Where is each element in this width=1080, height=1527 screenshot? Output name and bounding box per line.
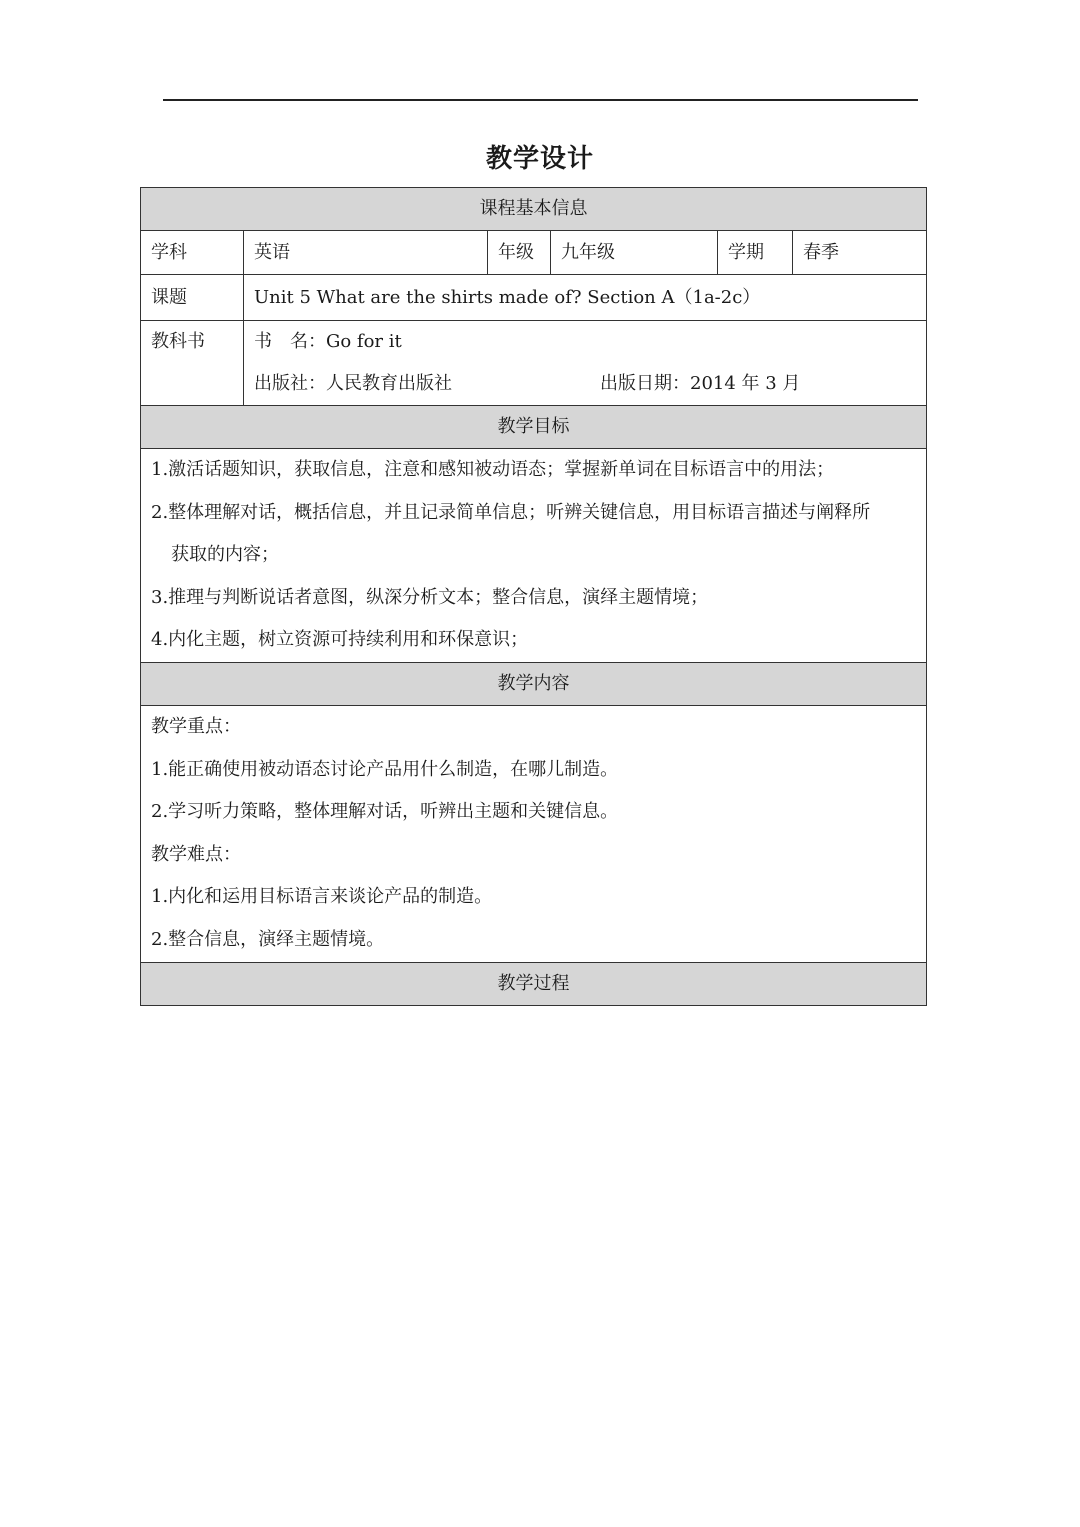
objective-item: 2.整体理解对话，概括信息，并且记录简单信息；听辨关键信息，用目标语言描述与阐释所 [151,501,871,523]
info-row-subject [141,231,927,275]
content-list [141,705,927,962]
difficulty-item: 2.整合信息，演绎主题情境。 [151,928,385,950]
objective-item-continuation: 获取的内容； [171,544,279,566]
section-header-objectives: 教学目标 [141,406,927,449]
key-point-item: 2.学习听力策略，整体理解对话，听辨出主题和关键信息。 [151,801,619,823]
document-title: 教学设计 [485,144,594,174]
section-row-process [141,962,927,1005]
textbook-label: 教科书 [141,321,244,406]
grade-label: 年级 [488,231,551,275]
lesson-plan-table [140,187,927,1006]
key-point-item: 1.能正确使用被动语态讨论产品用什么制造，在哪儿制造。 [151,758,619,780]
section-header-basic-info: 课程基本信息 [141,188,927,231]
content-row [141,705,927,962]
section-row-objectives [141,406,927,449]
objective-item: 1.激活话题知识，获取信息，注意和感知被动语态；掌握新单词在目标语言中的用法； [151,459,835,480]
difficulties-heading: 教学难点： [151,843,241,865]
key-points-heading: 教学重点： [151,715,241,737]
textbook-details [244,321,927,406]
section-row-content [141,662,927,705]
publish-date: 出版日期：2014 年 3 月 [600,373,801,394]
section-header-content: 教学内容 [141,662,927,705]
info-row-textbook [141,321,927,406]
book-name: 书 名：Go for it [254,331,402,352]
topic-label: 课题 [141,275,244,321]
term-value: 春季 [793,231,927,275]
publisher-line [254,363,916,405]
objectives-row [141,449,927,663]
header-rule [163,99,918,101]
grade-value: 九年级 [551,231,718,275]
publisher: 出版社：人民教育出版社 [254,373,452,394]
objective-item: 3.推理与判断说话者意图，纵深分析文本；整合信息，演绎主题情境； [151,586,709,608]
book-name-line [254,321,916,363]
term-label: 学期 [718,231,793,275]
section-header-process: 教学过程 [141,962,927,1005]
difficulty-item: 1.内化和运用目标语言来谈论产品的制造。 [151,886,493,908]
topic-value: Unit 5 What are the shirts made of? Section A（1a-2c） [244,275,927,321]
info-row-topic [141,275,927,321]
objective-item: 4.内化主题，树立资源可持续利用和环保意识； [151,629,529,651]
subject-value: 英语 [244,231,488,275]
section-row-basic-info [141,188,927,231]
subject-label: 学科 [141,231,244,275]
objectives-list [141,449,927,663]
